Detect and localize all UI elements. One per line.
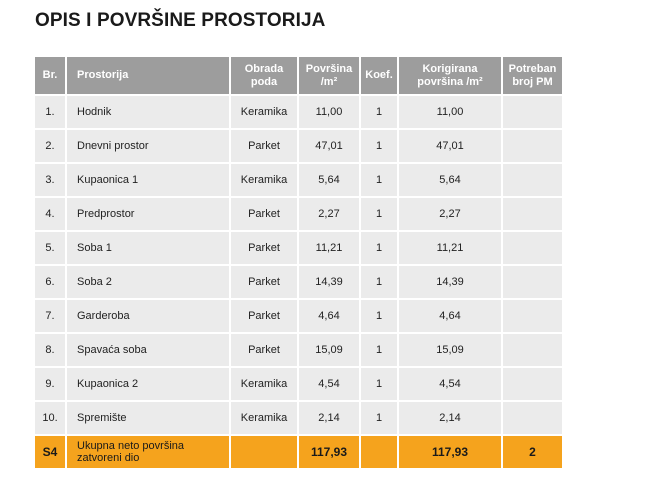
header-area-line1: Površina [305,62,353,75]
total-area: 117,93 [299,436,359,468]
cell-area: 15,09 [299,334,359,366]
cell-pm [503,334,562,366]
cell-nr: 6. [35,266,65,298]
header-pm [503,57,562,94]
header-corrected-line1: Korigirana [422,62,478,75]
cell-pm [503,96,562,128]
cell-corrected: 5,64 [399,164,501,196]
cell-area: 5,64 [299,164,359,196]
cell-room: Dnevni prostor [67,130,229,162]
cell-corrected: 47,01 [399,130,501,162]
cell-area: 47,01 [299,130,359,162]
cell-floor: Parket [231,130,297,162]
cell-coef: 1 [361,402,397,434]
cell-floor: Keramika [231,402,297,434]
cell-nr: 8. [35,334,65,366]
cell-floor: Parket [231,232,297,264]
cell-nr: 2. [35,130,65,162]
cell-coef: 1 [361,198,397,230]
rooms-table [33,55,564,470]
cell-coef: 1 [361,232,397,264]
header-floor [231,57,297,94]
cell-coef: 1 [361,164,397,196]
table-row [35,368,562,400]
cell-room: Garderoba [67,300,229,332]
cell-pm [503,130,562,162]
cell-room: Kupaonica 1 [67,164,229,196]
cell-nr: 3. [35,164,65,196]
table-header-row [35,57,562,94]
cell-nr: 1. [35,96,65,128]
table-row [35,334,562,366]
header-corrected [399,57,501,94]
cell-pm [503,164,562,196]
cell-coef: 1 [361,130,397,162]
cell-room: Hodnik [67,96,229,128]
table-row [35,130,562,162]
cell-pm [503,368,562,400]
cell-nr: 4. [35,198,65,230]
cell-coef: 1 [361,266,397,298]
cell-room: Spavaća soba [67,334,229,366]
header-floor-line2: poda [250,75,278,88]
cell-area: 4,64 [299,300,359,332]
total-row [35,436,562,468]
header-corrected-line2: površina /m² [417,75,483,88]
cell-nr: 9. [35,368,65,400]
cell-room: Spremište [67,402,229,434]
cell-room: Soba 1 [67,232,229,264]
table-row [35,266,562,298]
cell-coef: 1 [361,300,397,332]
cell-room: Soba 2 [67,266,229,298]
cell-floor: Parket [231,300,297,332]
cell-area: 11,21 [299,232,359,264]
cell-pm [503,266,562,298]
cell-area: 11,00 [299,96,359,128]
header-floor-line1: Obrada [244,62,284,75]
cell-room: Predprostor [67,198,229,230]
cell-pm [503,232,562,264]
cell-area: 2,27 [299,198,359,230]
table-row [35,164,562,196]
cell-coef: 1 [361,96,397,128]
table-row [35,198,562,230]
cell-nr: 10. [35,402,65,434]
cell-floor: Parket [231,198,297,230]
table-row [35,96,562,128]
cell-room: Kupaonica 2 [67,368,229,400]
table-row [35,402,562,434]
cell-corrected: 4,64 [399,300,501,332]
cell-corrected: 2,27 [399,198,501,230]
page-title: OPIS I POVRŠINE PROSTORIJA [35,10,326,31]
header-pm-line2: broj PM [512,75,553,88]
cell-corrected: 15,09 [399,334,501,366]
header-nr: Br. [35,57,65,94]
cell-corrected: 11,00 [399,96,501,128]
cell-floor: Parket [231,266,297,298]
cell-area: 2,14 [299,402,359,434]
cell-corrected: 4,54 [399,368,501,400]
total-pm: 2 [503,436,562,468]
cell-nr: 5. [35,232,65,264]
cell-nr: 7. [35,300,65,332]
cell-floor: Keramika [231,368,297,400]
cell-coef: 1 [361,334,397,366]
header-area-line2: /m² [320,75,338,88]
cell-floor: Keramika [231,164,297,196]
cell-area: 4,54 [299,368,359,400]
header-room: Prostorija [67,57,229,94]
cell-coef: 1 [361,368,397,400]
total-corrected: 117,93 [399,436,501,468]
cell-pm [503,300,562,332]
table-row [35,300,562,332]
table-body [35,96,562,468]
header-pm-line1: Potreban [508,62,557,75]
table-row [35,232,562,264]
cell-pm [503,402,562,434]
cell-corrected: 11,21 [399,232,501,264]
cell-floor: Keramika [231,96,297,128]
total-code: S4 [35,436,65,468]
cell-corrected: 2,14 [399,402,501,434]
total-coef [361,436,397,468]
header-area [299,57,359,94]
cell-floor: Parket [231,334,297,366]
cell-area: 14,39 [299,266,359,298]
total-label: Ukupna neto površina zatvoreni dio [67,436,229,468]
cell-corrected: 14,39 [399,266,501,298]
header-coef: Koef. [361,57,397,94]
cell-pm [503,198,562,230]
total-floor [231,436,297,468]
